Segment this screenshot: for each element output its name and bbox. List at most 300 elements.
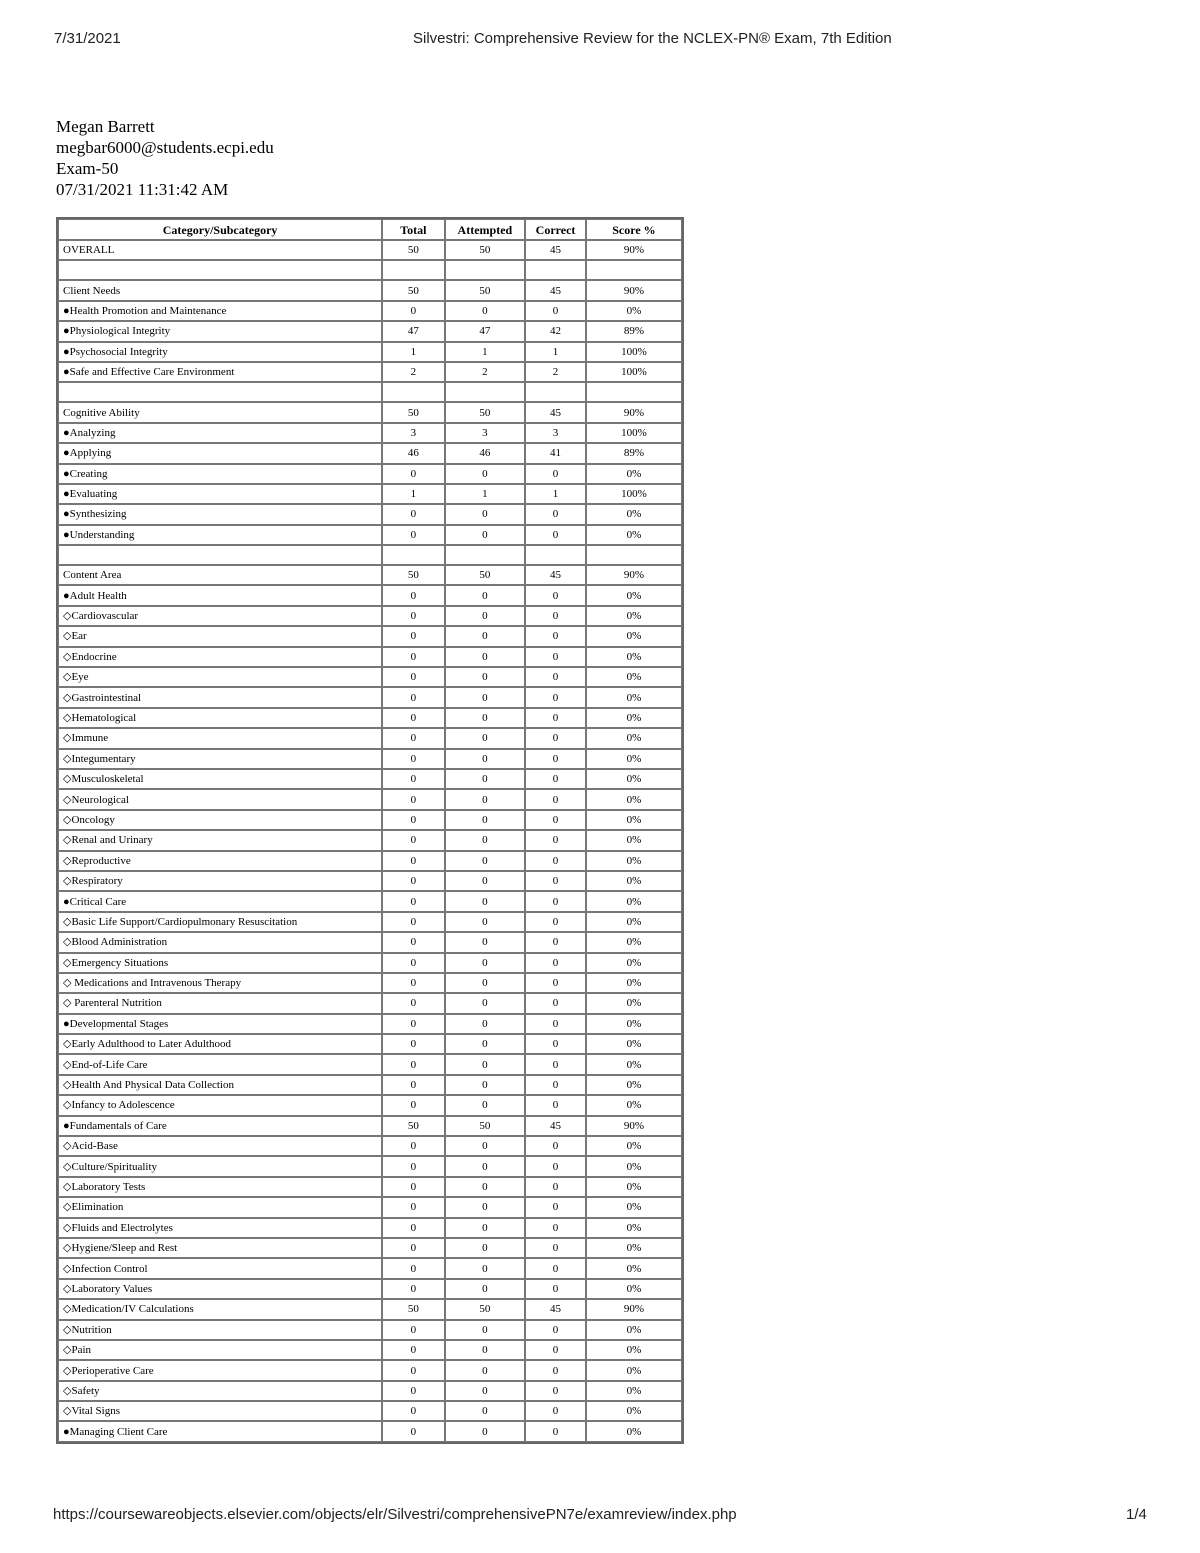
row-attempted: 0 — [445, 1095, 526, 1115]
row-total: 0 — [382, 810, 444, 830]
row-total: 0 — [382, 1177, 444, 1197]
table-row — [58, 626, 682, 646]
row-score: 0% — [586, 585, 682, 605]
row-attempted: 0 — [445, 1258, 526, 1278]
row-correct: 0 — [525, 1197, 586, 1217]
student-email: megbar6000@students.ecpi.edu — [56, 138, 274, 157]
row-label: ◇Hematological — [58, 708, 382, 728]
row-label: ◇Fluids and Electrolytes — [58, 1218, 382, 1238]
table-row — [58, 1381, 682, 1401]
table-row — [58, 1014, 682, 1034]
row-label: ●Health Promotion and Maintenance — [58, 301, 382, 321]
row-label: ●Managing Client Care — [58, 1421, 382, 1441]
row-attempted: 50 — [445, 240, 526, 260]
table-row — [58, 871, 682, 891]
row-attempted: 0 — [445, 830, 526, 850]
row-label: ●Understanding — [58, 525, 382, 545]
row-label: ◇Safety — [58, 1381, 382, 1401]
row-total: 0 — [382, 1034, 444, 1054]
row-total: 0 — [382, 851, 444, 871]
row-correct: 0 — [525, 769, 586, 789]
row-score: 100% — [586, 423, 682, 443]
row-correct: 0 — [525, 728, 586, 748]
row-score: 0% — [586, 993, 682, 1013]
row-score: 0% — [586, 728, 682, 748]
table-row — [58, 1177, 682, 1197]
table-row — [58, 1075, 682, 1095]
row-label: ◇ Medications and Intravenous Therapy — [58, 973, 382, 993]
row-attempted: 0 — [445, 973, 526, 993]
table-row — [58, 402, 682, 422]
row-attempted: 1 — [445, 484, 526, 504]
row-total: 0 — [382, 1238, 444, 1258]
row-label: Cognitive Ability — [58, 402, 382, 422]
row-score: 90% — [586, 565, 682, 585]
row-label: ◇Immune — [58, 728, 382, 748]
page-url: https://coursewareobjects.elsevier.com/objects/elr/Silvestri/comprehensivePN7e/examreview/index.php — [53, 1506, 737, 1523]
table-row — [58, 1258, 682, 1278]
row-score: 0% — [586, 1360, 682, 1380]
row-score: 0% — [586, 851, 682, 871]
row-attempted: 46 — [445, 443, 526, 463]
row-total — [382, 260, 444, 280]
table-row — [58, 973, 682, 993]
row-score: 0% — [586, 1177, 682, 1197]
row-correct: 0 — [525, 789, 586, 809]
row-score — [586, 382, 682, 402]
row-score: 100% — [586, 484, 682, 504]
row-label: ◇Musculoskeletal — [58, 769, 382, 789]
row-total: 0 — [382, 789, 444, 809]
row-score: 0% — [586, 1197, 682, 1217]
row-correct: 0 — [525, 891, 586, 911]
table-row — [58, 1095, 682, 1115]
table-row — [58, 891, 682, 911]
row-score: 0% — [586, 953, 682, 973]
table-row — [58, 321, 682, 341]
table-row — [58, 464, 682, 484]
row-total: 0 — [382, 708, 444, 728]
row-score: 0% — [586, 1340, 682, 1360]
row-correct: 0 — [525, 1238, 586, 1258]
table-row — [58, 932, 682, 952]
table-row — [58, 504, 682, 524]
row-correct: 0 — [525, 585, 586, 605]
row-correct: 0 — [525, 1320, 586, 1340]
row-total: 0 — [382, 687, 444, 707]
row-score: 0% — [586, 1218, 682, 1238]
row-attempted: 0 — [445, 1054, 526, 1074]
table-row — [58, 1116, 682, 1136]
row-attempted: 0 — [445, 1381, 526, 1401]
row-label: ◇Infection Control — [58, 1258, 382, 1278]
row-label: Client Needs — [58, 280, 382, 300]
row-attempted: 47 — [445, 321, 526, 341]
row-score: 0% — [586, 1258, 682, 1278]
row-label: ◇Integumentary — [58, 749, 382, 769]
table-row — [58, 362, 682, 382]
row-label: ●Evaluating — [58, 484, 382, 504]
row-score: 0% — [586, 1156, 682, 1176]
row-total: 0 — [382, 606, 444, 626]
row-label: ◇Pain — [58, 1340, 382, 1360]
row-label: ◇Laboratory Values — [58, 1279, 382, 1299]
row-attempted: 0 — [445, 1340, 526, 1360]
table-row — [58, 749, 682, 769]
row-total: 0 — [382, 1320, 444, 1340]
row-attempted: 0 — [445, 525, 526, 545]
table-row — [58, 1360, 682, 1380]
row-label: ◇ Parenteral Nutrition — [58, 993, 382, 1013]
row-score: 0% — [586, 1421, 682, 1441]
row-correct: 0 — [525, 1279, 586, 1299]
student-name: Megan Barrett — [56, 117, 155, 136]
row-total: 0 — [382, 728, 444, 748]
row-attempted: 0 — [445, 1401, 526, 1421]
row-attempted — [445, 382, 526, 402]
row-attempted: 50 — [445, 565, 526, 585]
row-label: ●Analyzing — [58, 423, 382, 443]
row-correct: 45 — [525, 565, 586, 585]
table-row — [58, 1340, 682, 1360]
row-attempted: 0 — [445, 1197, 526, 1217]
table-row — [58, 1136, 682, 1156]
table-row — [58, 810, 682, 830]
row-label: ●Psychosocial Integrity — [58, 342, 382, 362]
row-attempted: 0 — [445, 1136, 526, 1156]
row-score: 0% — [586, 606, 682, 626]
row-attempted: 0 — [445, 667, 526, 687]
row-label: ●Adult Health — [58, 585, 382, 605]
row-attempted: 0 — [445, 1156, 526, 1176]
row-total: 0 — [382, 585, 444, 605]
row-score: 90% — [586, 1299, 682, 1319]
row-correct: 0 — [525, 912, 586, 932]
row-correct — [525, 545, 586, 565]
row-correct: 0 — [525, 1075, 586, 1095]
row-score: 89% — [586, 443, 682, 463]
table-row — [58, 1320, 682, 1340]
table-row — [58, 342, 682, 362]
document-title: Silvestri: Comprehensive Review for the NCLEX-PN® Exam, 7th Edition — [413, 30, 892, 47]
row-score: 0% — [586, 647, 682, 667]
row-attempted: 0 — [445, 1360, 526, 1380]
row-label: ◇Respiratory — [58, 871, 382, 891]
score-report-table — [56, 217, 684, 1444]
row-label: ◇Emergency Situations — [58, 953, 382, 973]
row-attempted: 3 — [445, 423, 526, 443]
row-label: ◇Gastrointestinal — [58, 687, 382, 707]
row-score: 89% — [586, 321, 682, 341]
row-label: ◇Laboratory Tests — [58, 1177, 382, 1197]
column-header-score: Score % — [586, 219, 682, 240]
row-total: 0 — [382, 1218, 444, 1238]
row-total: 0 — [382, 1421, 444, 1441]
row-correct: 45 — [525, 1116, 586, 1136]
row-attempted: 0 — [445, 1075, 526, 1095]
row-attempted: 2 — [445, 362, 526, 382]
table-row — [58, 1238, 682, 1258]
row-total: 0 — [382, 830, 444, 850]
row-correct: 0 — [525, 606, 586, 626]
row-attempted: 0 — [445, 1218, 526, 1238]
row-total: 0 — [382, 1279, 444, 1299]
table-row — [58, 1279, 682, 1299]
row-total: 0 — [382, 973, 444, 993]
row-score: 0% — [586, 504, 682, 524]
row-score: 0% — [586, 667, 682, 687]
table-row — [58, 423, 682, 443]
row-total: 0 — [382, 1156, 444, 1176]
row-attempted — [445, 260, 526, 280]
row-correct: 0 — [525, 810, 586, 830]
row-attempted: 0 — [445, 1421, 526, 1441]
table-row — [58, 1218, 682, 1238]
table-header-row — [58, 219, 682, 240]
row-total: 0 — [382, 525, 444, 545]
row-total: 0 — [382, 891, 444, 911]
print-date: 7/31/2021 — [54, 30, 121, 47]
row-total: 0 — [382, 1197, 444, 1217]
row-attempted: 50 — [445, 280, 526, 300]
row-total: 0 — [382, 1075, 444, 1095]
column-header-correct: Correct — [525, 219, 586, 240]
row-label: ◇Nutrition — [58, 1320, 382, 1340]
table-row — [58, 851, 682, 871]
table-row — [58, 912, 682, 932]
row-total: 0 — [382, 1258, 444, 1278]
row-attempted: 1 — [445, 342, 526, 362]
row-attempted: 0 — [445, 769, 526, 789]
row-score: 0% — [586, 1054, 682, 1074]
row-label — [58, 260, 382, 280]
row-total: 0 — [382, 667, 444, 687]
row-correct: 0 — [525, 932, 586, 952]
row-label: ◇Oncology — [58, 810, 382, 830]
table-row — [58, 525, 682, 545]
row-total: 0 — [382, 301, 444, 321]
row-correct: 0 — [525, 953, 586, 973]
table-row — [58, 260, 682, 280]
row-score: 0% — [586, 932, 682, 952]
table-row — [58, 240, 682, 260]
row-label: ◇End-of-Life Care — [58, 1054, 382, 1074]
row-total: 0 — [382, 871, 444, 891]
row-score: 0% — [586, 1136, 682, 1156]
table-row — [58, 565, 682, 585]
table-row — [58, 585, 682, 605]
table-row — [58, 993, 682, 1013]
row-correct — [525, 382, 586, 402]
row-label: ●Synthesizing — [58, 504, 382, 524]
row-total: 50 — [382, 1116, 444, 1136]
row-total: 0 — [382, 749, 444, 769]
row-label: ◇Basic Life Support/Cardiopulmonary Resuscitation — [58, 912, 382, 932]
row-attempted: 0 — [445, 891, 526, 911]
row-correct: 1 — [525, 484, 586, 504]
row-label: ◇Medication/IV Calculations — [58, 1299, 382, 1319]
row-attempted: 0 — [445, 464, 526, 484]
table-row — [58, 647, 682, 667]
row-correct: 0 — [525, 1340, 586, 1360]
row-correct: 0 — [525, 973, 586, 993]
row-attempted: 0 — [445, 932, 526, 952]
row-total: 2 — [382, 362, 444, 382]
row-correct: 0 — [525, 749, 586, 769]
row-correct: 0 — [525, 1218, 586, 1238]
row-score: 0% — [586, 687, 682, 707]
table-row — [58, 830, 682, 850]
row-correct: 45 — [525, 1299, 586, 1319]
exam-name: Exam-50 — [56, 159, 119, 178]
row-attempted: 0 — [445, 789, 526, 809]
row-total: 0 — [382, 626, 444, 646]
row-total: 0 — [382, 912, 444, 932]
row-total: 50 — [382, 280, 444, 300]
row-total: 50 — [382, 565, 444, 585]
page-number: 1/4 — [1126, 1506, 1147, 1523]
row-correct: 0 — [525, 1054, 586, 1074]
row-correct: 0 — [525, 1360, 586, 1380]
row-label: ◇Eye — [58, 667, 382, 687]
row-label: ◇Ear — [58, 626, 382, 646]
row-attempted: 0 — [445, 953, 526, 973]
row-score: 0% — [586, 891, 682, 911]
row-correct: 3 — [525, 423, 586, 443]
row-attempted: 0 — [445, 504, 526, 524]
row-attempted: 0 — [445, 993, 526, 1013]
table-row — [58, 280, 682, 300]
row-total: 46 — [382, 443, 444, 463]
row-label: ◇Blood Administration — [58, 932, 382, 952]
row-total: 47 — [382, 321, 444, 341]
table-row — [58, 708, 682, 728]
row-label: ◇Perioperative Care — [58, 1360, 382, 1380]
row-correct — [525, 260, 586, 280]
row-attempted: 50 — [445, 1116, 526, 1136]
row-score: 90% — [586, 402, 682, 422]
row-score: 0% — [586, 1014, 682, 1034]
row-correct: 0 — [525, 1421, 586, 1441]
table-row — [58, 606, 682, 626]
row-attempted: 0 — [445, 606, 526, 626]
row-score: 100% — [586, 362, 682, 382]
table-row — [58, 1054, 682, 1074]
table-row — [58, 953, 682, 973]
row-attempted: 0 — [445, 687, 526, 707]
column-header-total: Total — [382, 219, 444, 240]
row-total: 50 — [382, 402, 444, 422]
row-correct: 0 — [525, 504, 586, 524]
table-row — [58, 484, 682, 504]
row-total: 0 — [382, 647, 444, 667]
row-total: 50 — [382, 1299, 444, 1319]
row-label: ◇Endocrine — [58, 647, 382, 667]
row-correct: 0 — [525, 1381, 586, 1401]
row-attempted: 0 — [445, 912, 526, 932]
row-label: ◇Reproductive — [58, 851, 382, 871]
row-total: 1 — [382, 342, 444, 362]
row-label: ◇Health And Physical Data Collection — [58, 1075, 382, 1095]
table-row — [58, 1401, 682, 1421]
row-score: 0% — [586, 1075, 682, 1095]
table-row — [58, 301, 682, 321]
row-attempted: 0 — [445, 1238, 526, 1258]
row-attempted: 50 — [445, 402, 526, 422]
row-attempted: 0 — [445, 810, 526, 830]
row-score: 0% — [586, 525, 682, 545]
row-label: Content Area — [58, 565, 382, 585]
row-label: ●Applying — [58, 443, 382, 463]
row-label: ●Creating — [58, 464, 382, 484]
table-row — [58, 728, 682, 748]
row-correct: 0 — [525, 1177, 586, 1197]
row-score: 0% — [586, 871, 682, 891]
table-row — [58, 667, 682, 687]
row-correct: 0 — [525, 687, 586, 707]
row-score: 0% — [586, 810, 682, 830]
row-attempted — [445, 545, 526, 565]
row-attempted: 0 — [445, 708, 526, 728]
row-correct: 0 — [525, 1136, 586, 1156]
row-score: 0% — [586, 1034, 682, 1054]
row-correct: 0 — [525, 626, 586, 646]
row-score: 0% — [586, 1320, 682, 1340]
table-row — [58, 769, 682, 789]
row-correct: 0 — [525, 1401, 586, 1421]
column-header-category: Category/Subcategory — [58, 219, 382, 240]
table-row — [58, 382, 682, 402]
row-total: 0 — [382, 1401, 444, 1421]
row-score: 0% — [586, 973, 682, 993]
row-attempted: 0 — [445, 647, 526, 667]
table-row — [58, 1299, 682, 1319]
row-label — [58, 382, 382, 402]
row-correct: 42 — [525, 321, 586, 341]
row-total: 0 — [382, 1360, 444, 1380]
row-score — [586, 545, 682, 565]
row-score: 90% — [586, 240, 682, 260]
row-score: 0% — [586, 1238, 682, 1258]
row-correct: 2 — [525, 362, 586, 382]
row-correct: 45 — [525, 240, 586, 260]
row-total: 0 — [382, 1014, 444, 1034]
row-score: 0% — [586, 749, 682, 769]
row-attempted: 0 — [445, 1320, 526, 1340]
student-info — [56, 116, 274, 200]
row-score: 0% — [586, 769, 682, 789]
row-total: 0 — [382, 1340, 444, 1360]
row-correct: 0 — [525, 1156, 586, 1176]
row-label: ◇Elimination — [58, 1197, 382, 1217]
row-correct: 0 — [525, 830, 586, 850]
row-attempted: 0 — [445, 749, 526, 769]
row-score: 0% — [586, 1381, 682, 1401]
row-correct: 0 — [525, 1014, 586, 1034]
row-attempted: 0 — [445, 1279, 526, 1299]
table-row — [58, 1197, 682, 1217]
row-score: 0% — [586, 912, 682, 932]
row-attempted: 0 — [445, 585, 526, 605]
row-label: OVERALL — [58, 240, 382, 260]
table-row — [58, 1034, 682, 1054]
row-correct: 0 — [525, 993, 586, 1013]
row-correct: 0 — [525, 647, 586, 667]
row-label: ●Physiological Integrity — [58, 321, 382, 341]
table-row — [58, 687, 682, 707]
row-total: 3 — [382, 423, 444, 443]
row-correct: 45 — [525, 280, 586, 300]
